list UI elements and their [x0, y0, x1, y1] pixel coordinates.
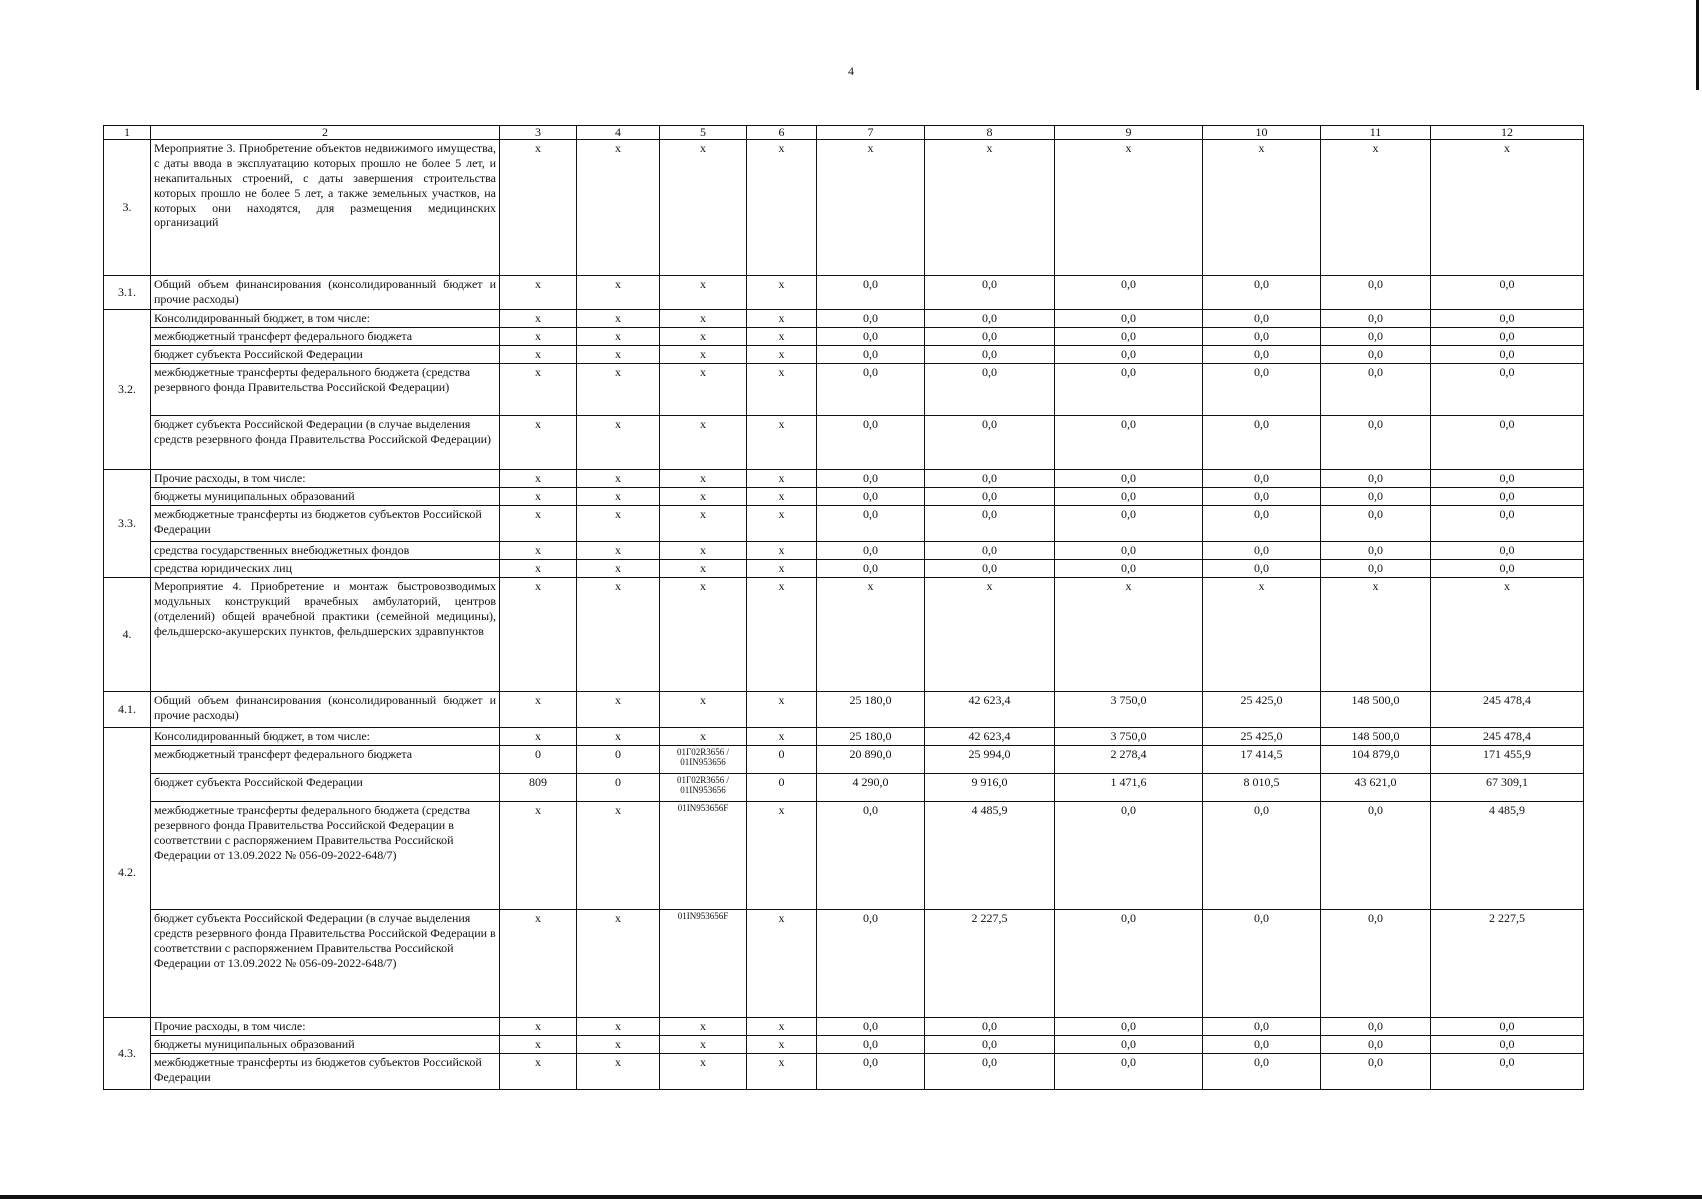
cell-col-9: 0,0: [1055, 470, 1203, 488]
cell-col-12: 0,0: [1431, 1054, 1584, 1090]
cell-col-11: 148 500,0: [1321, 692, 1431, 728]
row-description: бюджет субъекта Российской Федерации (в случае выделения средств резервного фонда Правительства Российской Федерации): [151, 416, 500, 470]
cell-col-10: x: [1203, 140, 1321, 276]
cell-col-11: 0,0: [1321, 328, 1431, 346]
cell-col-4: x: [577, 910, 660, 1018]
table-row: [104, 1036, 1584, 1054]
cell-col-4: x: [577, 488, 660, 506]
cell-col-3: x: [500, 910, 577, 1018]
table-row: [104, 470, 1584, 488]
cell-col-9: 3 750,0: [1055, 692, 1203, 728]
cell-col-3: x: [500, 470, 577, 488]
cell-col-5: x: [660, 346, 747, 364]
cell-col-11: 0,0: [1321, 560, 1431, 578]
cell-col-8: 25 994,0: [925, 746, 1055, 774]
table-row: [104, 276, 1584, 310]
table-row: [104, 910, 1584, 1018]
row-description: бюджет субъекта Российской Федерации: [151, 346, 500, 364]
cell-col-4: 0: [577, 746, 660, 774]
cell-col-5: 01Г02R3656 / 01IN953656: [660, 774, 747, 802]
cell-col-10: 25 425,0: [1203, 692, 1321, 728]
cell-col-3: x: [500, 416, 577, 470]
cell-col-11: 43 621,0: [1321, 774, 1431, 802]
cell-col-4: x: [577, 1018, 660, 1036]
cell-col-5: x: [660, 1018, 747, 1036]
cell-col-10: 25 425,0: [1203, 728, 1321, 746]
cell-col-8: 0,0: [925, 328, 1055, 346]
cell-col-12: x: [1431, 140, 1584, 276]
table-row: [104, 802, 1584, 910]
cell-col-11: 0,0: [1321, 364, 1431, 416]
cell-col-10: 0,0: [1203, 1036, 1321, 1054]
cell-col-5: x: [660, 364, 747, 416]
cell-col-10: 0,0: [1203, 1018, 1321, 1036]
cell-col-12: 171 455,9: [1431, 746, 1584, 774]
cell-col-6: x: [747, 470, 817, 488]
cell-col-7: 0,0: [817, 1018, 925, 1036]
cell-col-4: x: [577, 506, 660, 542]
header-cell: 4: [577, 126, 660, 140]
table-row: [104, 1018, 1584, 1036]
cell-col-12: 0,0: [1431, 276, 1584, 310]
cell-col-9: x: [1055, 140, 1203, 276]
cell-col-6: x: [747, 578, 817, 692]
cell-col-4: x: [577, 470, 660, 488]
cell-col-5: x: [660, 692, 747, 728]
cell-col-9: 0,0: [1055, 910, 1203, 1018]
cell-col-9: 0,0: [1055, 1018, 1203, 1036]
cell-col-5: x: [660, 276, 747, 310]
cell-col-12: 0,0: [1431, 560, 1584, 578]
cell-col-4: x: [577, 1054, 660, 1090]
cell-col-7: 0,0: [817, 542, 925, 560]
cell-col-10: 0,0: [1203, 310, 1321, 328]
cell-col-7: 0,0: [817, 1036, 925, 1054]
cell-col-6: x: [747, 346, 817, 364]
cell-col-9: 0,0: [1055, 328, 1203, 346]
cell-col-7: 0,0: [817, 910, 925, 1018]
cell-col-3: x: [500, 276, 577, 310]
cell-col-7: 0,0: [817, 328, 925, 346]
cell-col-6: x: [747, 1036, 817, 1054]
cell-col-6: x: [747, 416, 817, 470]
cell-col-11: x: [1321, 578, 1431, 692]
row-description: бюджеты муниципальных образований: [151, 488, 500, 506]
cell-col-5: x: [660, 310, 747, 328]
cell-col-7: 0,0: [817, 802, 925, 910]
bottom-rule: [0, 1195, 1702, 1199]
row-description: средства государственных внебюджетных фондов: [151, 542, 500, 560]
cell-col-12: 0,0: [1431, 1036, 1584, 1054]
cell-col-7: 0,0: [817, 276, 925, 310]
cell-col-8: 9 916,0: [925, 774, 1055, 802]
cell-col-5: x: [660, 1036, 747, 1054]
cell-col-4: x: [577, 1036, 660, 1054]
header-cell: 12: [1431, 126, 1584, 140]
cell-col-6: x: [747, 542, 817, 560]
cell-col-9: 0,0: [1055, 542, 1203, 560]
cell-col-5: x: [660, 470, 747, 488]
cell-col-8: x: [925, 140, 1055, 276]
cell-col-6: x: [747, 506, 817, 542]
cell-col-3: x: [500, 140, 577, 276]
cell-col-9: 0,0: [1055, 310, 1203, 328]
cell-col-7: 0,0: [817, 346, 925, 364]
row-number: 3.3.: [104, 470, 151, 578]
cell-col-10: 0,0: [1203, 470, 1321, 488]
cell-col-7: 0,0: [817, 488, 925, 506]
row-number: 4.1.: [104, 692, 151, 728]
cell-col-8: 4 485,9: [925, 802, 1055, 910]
cell-col-4: 0: [577, 774, 660, 802]
cell-col-5: x: [660, 728, 747, 746]
cell-col-4: x: [577, 140, 660, 276]
cell-col-9: 0,0: [1055, 416, 1203, 470]
row-description: межбюджетный трансферт федерального бюджета: [151, 746, 500, 774]
cell-col-7: x: [817, 578, 925, 692]
cell-col-9: 0,0: [1055, 276, 1203, 310]
cell-col-4: x: [577, 542, 660, 560]
table-row: [104, 346, 1584, 364]
header-cell: 7: [817, 126, 925, 140]
cell-col-3: x: [500, 364, 577, 416]
row-number: 3.: [104, 140, 151, 276]
cell-col-7: 0,0: [817, 1054, 925, 1090]
cell-col-9: 0,0: [1055, 488, 1203, 506]
cell-col-10: 0,0: [1203, 364, 1321, 416]
cell-col-9: 0,0: [1055, 560, 1203, 578]
cell-col-3: x: [500, 802, 577, 910]
cell-col-3: x: [500, 506, 577, 542]
cell-col-8: 0,0: [925, 346, 1055, 364]
table-row: [104, 774, 1584, 802]
row-description: средства юридических лиц: [151, 560, 500, 578]
header-cell: 10: [1203, 126, 1321, 140]
row-description: Общий объем финансирования (консолидированный бюджет и прочие расходы): [151, 276, 500, 310]
cell-col-3: x: [500, 692, 577, 728]
row-description: межбюджетные трансферты из бюджетов субъектов Российской Федерации: [151, 1054, 500, 1090]
cell-col-10: 17 414,5: [1203, 746, 1321, 774]
cell-col-5: x: [660, 578, 747, 692]
cell-col-11: 0,0: [1321, 802, 1431, 910]
row-description: Консолидированный бюджет, в том числе:: [151, 310, 500, 328]
row-number: 4.3.: [104, 1018, 151, 1090]
table-row: [104, 1054, 1584, 1090]
cell-col-12: 0,0: [1431, 542, 1584, 560]
row-description: Консолидированный бюджет, в том числе:: [151, 728, 500, 746]
row-description: Прочие расходы, в том числе:: [151, 470, 500, 488]
cell-col-8: 0,0: [925, 560, 1055, 578]
cell-col-11: 0,0: [1321, 346, 1431, 364]
cell-col-12: 0,0: [1431, 346, 1584, 364]
header-cell: 1: [104, 126, 151, 140]
cell-col-8: 0,0: [925, 276, 1055, 310]
cell-col-11: 0,0: [1321, 276, 1431, 310]
cell-col-3: x: [500, 1054, 577, 1090]
cell-col-7: 0,0: [817, 364, 925, 416]
table-row: [104, 310, 1584, 328]
cell-col-4: x: [577, 328, 660, 346]
cell-col-5: x: [660, 140, 747, 276]
cell-col-9: x: [1055, 578, 1203, 692]
cell-col-7: 25 180,0: [817, 728, 925, 746]
table-row: [104, 542, 1584, 560]
cell-col-10: 0,0: [1203, 346, 1321, 364]
cell-col-9: 0,0: [1055, 1036, 1203, 1054]
cell-col-3: x: [500, 328, 577, 346]
table-row: [104, 728, 1584, 746]
cell-col-10: 0,0: [1203, 328, 1321, 346]
cell-col-4: x: [577, 802, 660, 910]
cell-col-8: 0,0: [925, 470, 1055, 488]
cell-col-7: 4 290,0: [817, 774, 925, 802]
cell-col-11: 0,0: [1321, 488, 1431, 506]
row-description: бюджет субъекта Российской Федерации: [151, 774, 500, 802]
cell-col-7: 0,0: [817, 506, 925, 542]
cell-col-5: x: [660, 506, 747, 542]
cell-col-8: 0,0: [925, 542, 1055, 560]
table-row: [104, 140, 1584, 276]
cell-col-4: x: [577, 364, 660, 416]
row-description: межбюджетный трансферт федерального бюджета: [151, 328, 500, 346]
cell-col-12: 0,0: [1431, 364, 1584, 416]
cell-col-3: x: [500, 578, 577, 692]
cell-col-7: 25 180,0: [817, 692, 925, 728]
cell-col-9: 0,0: [1055, 346, 1203, 364]
table-row: [104, 578, 1584, 692]
cell-col-6: x: [747, 276, 817, 310]
cell-col-12: 245 478,4: [1431, 692, 1584, 728]
cell-col-8: 2 227,5: [925, 910, 1055, 1018]
cell-col-4: x: [577, 276, 660, 310]
cell-col-7: 0,0: [817, 470, 925, 488]
row-description: межбюджетные трансферты из бюджетов субъектов Российской Федерации: [151, 506, 500, 542]
cell-col-7: x: [817, 140, 925, 276]
cell-col-4: x: [577, 692, 660, 728]
cell-col-10: 0,0: [1203, 802, 1321, 910]
cell-col-3: x: [500, 310, 577, 328]
table-row: [104, 328, 1584, 346]
cell-col-10: 0,0: [1203, 276, 1321, 310]
header-cell: 11: [1321, 126, 1431, 140]
header-row: [104, 126, 1584, 140]
cell-col-7: 20 890,0: [817, 746, 925, 774]
cell-col-4: x: [577, 728, 660, 746]
cell-col-4: x: [577, 416, 660, 470]
cell-col-12: 0,0: [1431, 488, 1584, 506]
table-row: [104, 416, 1584, 470]
cell-col-11: 148 500,0: [1321, 728, 1431, 746]
row-description: бюджет субъекта Российской Федерации (в случае выделения средств резервного фонда Правительства Российской Федерации в соответствии с распоряжением Правительства Российской Федерации от 13.09.2022 № 056-09-2022-648/7): [151, 910, 500, 1018]
cell-col-8: 0,0: [925, 488, 1055, 506]
row-description: межбюджетные трансферты федерального бюджета (средства резервного фонда Правительства Российской Федерации): [151, 364, 500, 416]
cell-col-8: 0,0: [925, 506, 1055, 542]
header-cell: 3: [500, 126, 577, 140]
cell-col-6: x: [747, 488, 817, 506]
cell-col-3: x: [500, 1018, 577, 1036]
cell-col-11: 104 879,0: [1321, 746, 1431, 774]
cell-col-12: 0,0: [1431, 310, 1584, 328]
cell-col-5: 01IN953656F: [660, 910, 747, 1018]
table-row: [104, 746, 1584, 774]
cell-col-4: x: [577, 346, 660, 364]
cell-col-11: 0,0: [1321, 1054, 1431, 1090]
row-number: 4.: [104, 578, 151, 692]
cell-col-6: x: [747, 910, 817, 1018]
cell-col-9: 0,0: [1055, 364, 1203, 416]
table-row: [104, 506, 1584, 542]
cell-col-4: x: [577, 310, 660, 328]
cell-col-12: 2 227,5: [1431, 910, 1584, 1018]
cell-col-9: 2 278,4: [1055, 746, 1203, 774]
cell-col-8: x: [925, 578, 1055, 692]
cell-col-8: 42 623,4: [925, 692, 1055, 728]
cell-col-5: x: [660, 542, 747, 560]
table-row: [104, 560, 1584, 578]
header-cell: 8: [925, 126, 1055, 140]
cell-col-6: x: [747, 560, 817, 578]
scan-edge: [1696, 0, 1699, 90]
cell-col-12: 0,0: [1431, 1018, 1584, 1036]
row-number: 3.2.: [104, 310, 151, 470]
cell-col-12: 67 309,1: [1431, 774, 1584, 802]
cell-col-8: 0,0: [925, 310, 1055, 328]
cell-col-11: 0,0: [1321, 310, 1431, 328]
cell-col-4: x: [577, 560, 660, 578]
cell-col-3: x: [500, 542, 577, 560]
cell-col-6: x: [747, 728, 817, 746]
header-cell: 2: [151, 126, 500, 140]
cell-col-8: 0,0: [925, 364, 1055, 416]
cell-col-6: x: [747, 1018, 817, 1036]
cell-col-12: 0,0: [1431, 470, 1584, 488]
cell-col-3: x: [500, 728, 577, 746]
row-description: Мероприятие 4. Приобретение и монтаж быстровозводимых модульных конструкций врачебных амбулаторий, центров (отделений) общей врачебной практики (семейной медицины), фельдшерско-акушерских пунктов, фельдшерских здравпунктов: [151, 578, 500, 692]
cell-col-3: x: [500, 560, 577, 578]
table-row: [104, 692, 1584, 728]
cell-col-6: x: [747, 692, 817, 728]
cell-col-3: x: [500, 1036, 577, 1054]
cell-col-9: 0,0: [1055, 1054, 1203, 1090]
cell-col-6: x: [747, 328, 817, 346]
cell-col-10: 0,0: [1203, 416, 1321, 470]
cell-col-8: 0,0: [925, 1036, 1055, 1054]
cell-col-11: 0,0: [1321, 416, 1431, 470]
cell-col-12: 0,0: [1431, 416, 1584, 470]
cell-col-9: 0,0: [1055, 506, 1203, 542]
header-cell: 9: [1055, 126, 1203, 140]
cell-col-8: 0,0: [925, 1018, 1055, 1036]
cell-col-11: x: [1321, 140, 1431, 276]
cell-col-6: 0: [747, 774, 817, 802]
row-number: 4.2.: [104, 728, 151, 1018]
cell-col-6: x: [747, 140, 817, 276]
cell-col-12: 0,0: [1431, 506, 1584, 542]
cell-col-6: x: [747, 802, 817, 910]
cell-col-5: x: [660, 560, 747, 578]
cell-col-9: 3 750,0: [1055, 728, 1203, 746]
cell-col-10: 8 010,5: [1203, 774, 1321, 802]
cell-col-5: 01IN953656F: [660, 802, 747, 910]
row-description: Общий объем финансирования (консолидированный бюджет и прочие расходы): [151, 692, 500, 728]
cell-col-11: 0,0: [1321, 506, 1431, 542]
cell-col-11: 0,0: [1321, 1018, 1431, 1036]
cell-col-3: 809: [500, 774, 577, 802]
cell-col-8: 0,0: [925, 1054, 1055, 1090]
cell-col-9: 1 471,6: [1055, 774, 1203, 802]
cell-col-12: 0,0: [1431, 328, 1584, 346]
cell-col-3: x: [500, 488, 577, 506]
page-number: 4: [848, 64, 854, 78]
row-description: Прочие расходы, в том числе:: [151, 1018, 500, 1036]
row-description: бюджеты муниципальных образований: [151, 1036, 500, 1054]
cell-col-7: 0,0: [817, 416, 925, 470]
cell-col-3: 0: [500, 746, 577, 774]
cell-col-12: 4 485,9: [1431, 802, 1584, 910]
cell-col-3: x: [500, 346, 577, 364]
cell-col-5: x: [660, 328, 747, 346]
cell-col-5: x: [660, 416, 747, 470]
table-row: [104, 364, 1584, 416]
cell-col-10: x: [1203, 578, 1321, 692]
cell-col-6: x: [747, 310, 817, 328]
cell-col-10: 0,0: [1203, 910, 1321, 1018]
cell-col-11: 0,0: [1321, 910, 1431, 1018]
cell-col-11: 0,0: [1321, 542, 1431, 560]
row-description: Мероприятие 3. Приобретение объектов недвижимого имущества, с даты ввода в эксплуатацию которых прошло не более 5 лет, и некапитальных строений, с даты завершения строительства которых прошло не более 5 лет, а также земельных участков, на которых они находятся, для размещения медицинских организаций: [151, 140, 500, 276]
cell-col-10: 0,0: [1203, 506, 1321, 542]
cell-col-7: 0,0: [817, 310, 925, 328]
row-number: 3.1.: [104, 276, 151, 310]
cell-col-8: 42 623,4: [925, 728, 1055, 746]
cell-col-4: x: [577, 578, 660, 692]
header-cell: 6: [747, 126, 817, 140]
cell-col-6: 0: [747, 746, 817, 774]
cell-col-12: x: [1431, 578, 1584, 692]
cell-col-11: 0,0: [1321, 1036, 1431, 1054]
financing-table: [103, 125, 1584, 1090]
cell-col-5: x: [660, 488, 747, 506]
cell-col-6: x: [747, 1054, 817, 1090]
cell-col-10: 0,0: [1203, 1054, 1321, 1090]
row-description: межбюджетные трансферты федерального бюджета (средства резервного фонда Правительства Российской Федерации в соответствии с распоряжением Правительства Российской Федерации от 13.09.2022 № 056-09-2022-648/7): [151, 802, 500, 910]
cell-col-10: 0,0: [1203, 560, 1321, 578]
header-cell: 5: [660, 126, 747, 140]
cell-col-11: 0,0: [1321, 470, 1431, 488]
cell-col-8: 0,0: [925, 416, 1055, 470]
cell-col-5: x: [660, 1054, 747, 1090]
cell-col-10: 0,0: [1203, 488, 1321, 506]
cell-col-7: 0,0: [817, 560, 925, 578]
cell-col-5: 01Г02R3656 / 01IN953656: [660, 746, 747, 774]
cell-col-10: 0,0: [1203, 542, 1321, 560]
table-row: [104, 488, 1584, 506]
cell-col-9: 0,0: [1055, 802, 1203, 910]
cell-col-12: 245 478,4: [1431, 728, 1584, 746]
cell-col-6: x: [747, 364, 817, 416]
